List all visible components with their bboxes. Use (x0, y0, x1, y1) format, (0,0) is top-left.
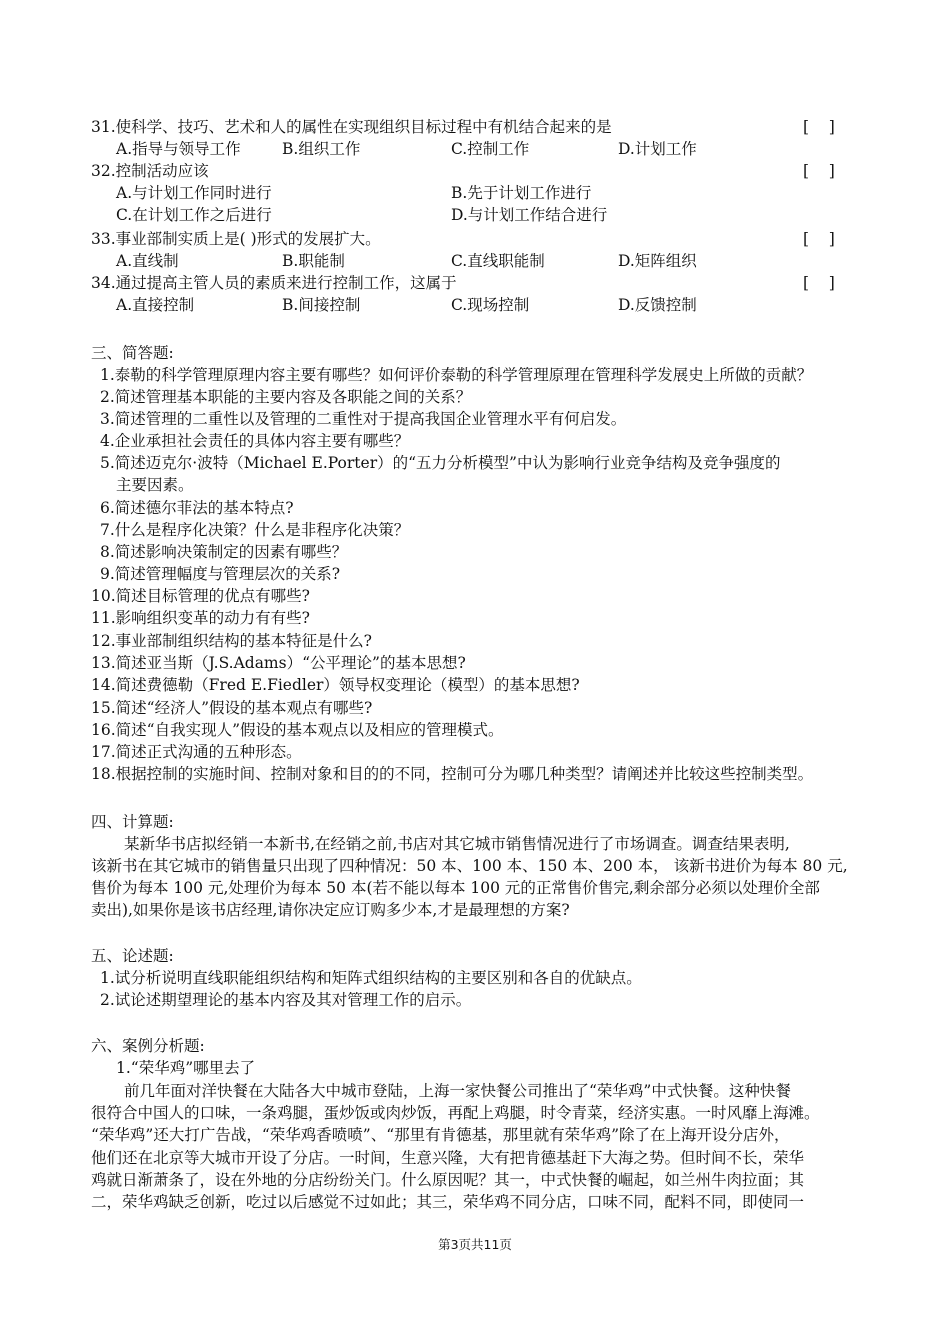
question-32-option-c: C.在计划工作之后进行 (116, 206, 272, 224)
essay-heading: 五、论述题: (91, 947, 174, 965)
calculation-text-line: 卖出),如果你是该书店经理,请你决定应订购多少本,才是最理想的方案? (91, 901, 570, 919)
question-32-option-d: D.与计划工作结合进行 (451, 206, 608, 224)
question-31-stem: 31.使科学、技巧、艺术和人的属性在实现组织目标过程中有机结合起来的是 (91, 118, 612, 136)
question-34-option-d: D.反馈控制 (618, 296, 697, 314)
question-32-stem: 32.控制活动应该 (91, 162, 209, 180)
question-33-stem: 33.事业部制实质上是( )形式的发展扩大。 (91, 230, 381, 248)
question-34-option-a: A.直接控制 (116, 296, 195, 314)
question-33-option-b: B.职能制 (282, 252, 345, 270)
short-answer-item: 17.简述正式沟通的五种形态。 (91, 743, 302, 761)
short-answer-item: 1.泰勒的科学管理原理内容主要有哪些？如何评价泰勒的科学管理原理在管理科学发展史上所做的贡献？ (100, 366, 813, 384)
case-heading: 六、案例分析题: (91, 1037, 205, 1055)
short-answer-item: 10.简述目标管理的优点有哪些? (91, 587, 310, 605)
question-31-option-d: D.计划工作 (618, 140, 697, 158)
short-answer-item: 2.简述管理基本职能的主要内容及各职能之间的关系？ (100, 388, 472, 406)
question-31-option-c: C.控制工作 (451, 140, 530, 158)
essay-item: 1.试分析说明直线职能组织结构和矩阵式组织结构的主要区别和各自的优缺点。 (100, 969, 642, 987)
case-text-line: “荣华鸡”还大打广告战，“荣华鸡香喷喷”、“那里有肯德基，那里就有荣华鸡”除了在上海开设分店外， (91, 1126, 790, 1144)
question-32-bracket: [ ] (803, 162, 835, 180)
page-number: 第3页共11页 (438, 1237, 512, 1252)
short-answer-item: 12.事业部制组织结构的基本特征是什么? (91, 632, 372, 650)
short-answer-item: 8.简述影响决策制定的因素有哪些？ (100, 543, 348, 561)
question-34-stem: 34.通过提高主管人员的素质来进行控制工作，这属于 (91, 274, 457, 292)
short-answer-item: 4.企业承担社会责任的具体内容主要有哪些？ (100, 432, 410, 450)
short-answer-item: 15.简述“经济人”假设的基本观点有哪些? (91, 699, 373, 717)
question-34-bracket: [ ] (803, 274, 835, 292)
question-31-bracket: [ ] (803, 118, 835, 136)
short-answer-item: 3.简述管理的二重性以及管理的二重性对于提高我国企业管理水平有何启发。 (100, 410, 627, 428)
question-34-option-c: C.现场控制 (451, 296, 530, 314)
short-answer-heading: 三、简答题: (91, 344, 174, 362)
short-answer-item-continuation: 主要因素。 (116, 476, 194, 494)
essay-item: 2.试论述期望理论的基本内容及其对管理工作的启示。 (100, 991, 472, 1009)
short-answer-item: 14.简述费德勒（Fred E.Fiedler）领导权变理论（模型）的基本思想? (91, 676, 580, 694)
case-text-line: 他们还在北京等大城市开设了分店。一时间，生意兴隆，大有把肯德基赶下大海之势。但时间不长，荣华 (91, 1149, 805, 1167)
case-text-line: 二，荣华鸡缺乏创新，吃过以后感觉不过如此；其三，荣华鸡不同分店，口味不同，配料不同，即使同一 (91, 1193, 805, 1211)
question-33-option-d: D.矩阵组织 (618, 252, 697, 270)
calculation-text-line: 该新书在其它城市的销售量只出现了四种情况：50 本、100 本、150 本、200 本， 该新书进价为每本 80 元, (91, 857, 848, 875)
case-text-line: 鸡就日渐萧条了，设在外地的分店纷纷关门。什么原因呢？其一，中式快餐的崛起，如兰州牛肉拉面；其 (91, 1171, 805, 1189)
case-text-line: 前几年面对洋快餐在大陆各大中城市登陆，上海一家快餐公司推出了“荣华鸡”中式快餐。这种快餐 (124, 1082, 791, 1100)
calculation-text-line: 售价为每本 100 元,处理价为每本 50 本(若不能以每本 100 元的正常售价售完,剩余部分必须以处理价全部 (91, 879, 820, 897)
question-33-option-a: A.直线制 (116, 252, 179, 270)
question-31-option-b: B.组织工作 (282, 140, 361, 158)
short-answer-item: 5.简述迈克尔·波特（Michael E.Porter）的“五力分析模型”中认为影响行业竞争结构及竞争强度的 (100, 454, 781, 472)
short-answer-item: 18.根据控制的实施时间、控制对象和目的的不同，控制可分为哪几种类型？请阐述并比较这些控制类型。 (91, 765, 814, 783)
question-33-bracket: [ ] (803, 230, 835, 248)
short-answer-item: 7.什么是程序化决策？什么是非程序化决策？ (100, 521, 410, 539)
case-text-line: 很符合中国人的口味，一条鸡腿，蛋炒饭或肉炒饭，再配上鸡腿，时令青菜，经济实惠。一时风靡上海滩。 (91, 1104, 820, 1122)
question-33-option-c: C.直线职能制 (451, 252, 545, 270)
short-answer-item: 9.简述管理幅度与管理层次的关系? (100, 565, 341, 583)
question-32-option-a: A.与计划工作同时进行 (116, 184, 272, 202)
question-31-option-a: A.指导与领导工作 (116, 140, 241, 158)
question-34-option-b: B.间接控制 (282, 296, 361, 314)
case-title: 1.“荣华鸡”哪里去了 (116, 1059, 256, 1077)
short-answer-item: 16.简述“自我实现人”假设的基本观点以及相应的管理模式。 (91, 721, 504, 739)
short-answer-item: 6.简述德尔菲法的基本特点? (100, 499, 294, 517)
short-answer-item: 13.简述亚当斯（J.S.Adams）“公平理论”的基本思想? (91, 654, 466, 672)
question-32-option-b: B.先于计划工作进行 (451, 184, 592, 202)
calculation-heading: 四、计算题: (91, 813, 174, 831)
calculation-text-line: 某新华书店拟经销一本新书,在经销之前,书店对其它城市销售情况进行了市场调查。调查结果表明, (124, 835, 790, 853)
short-answer-item: 11.影响组织变革的动力有有些? (91, 609, 310, 627)
